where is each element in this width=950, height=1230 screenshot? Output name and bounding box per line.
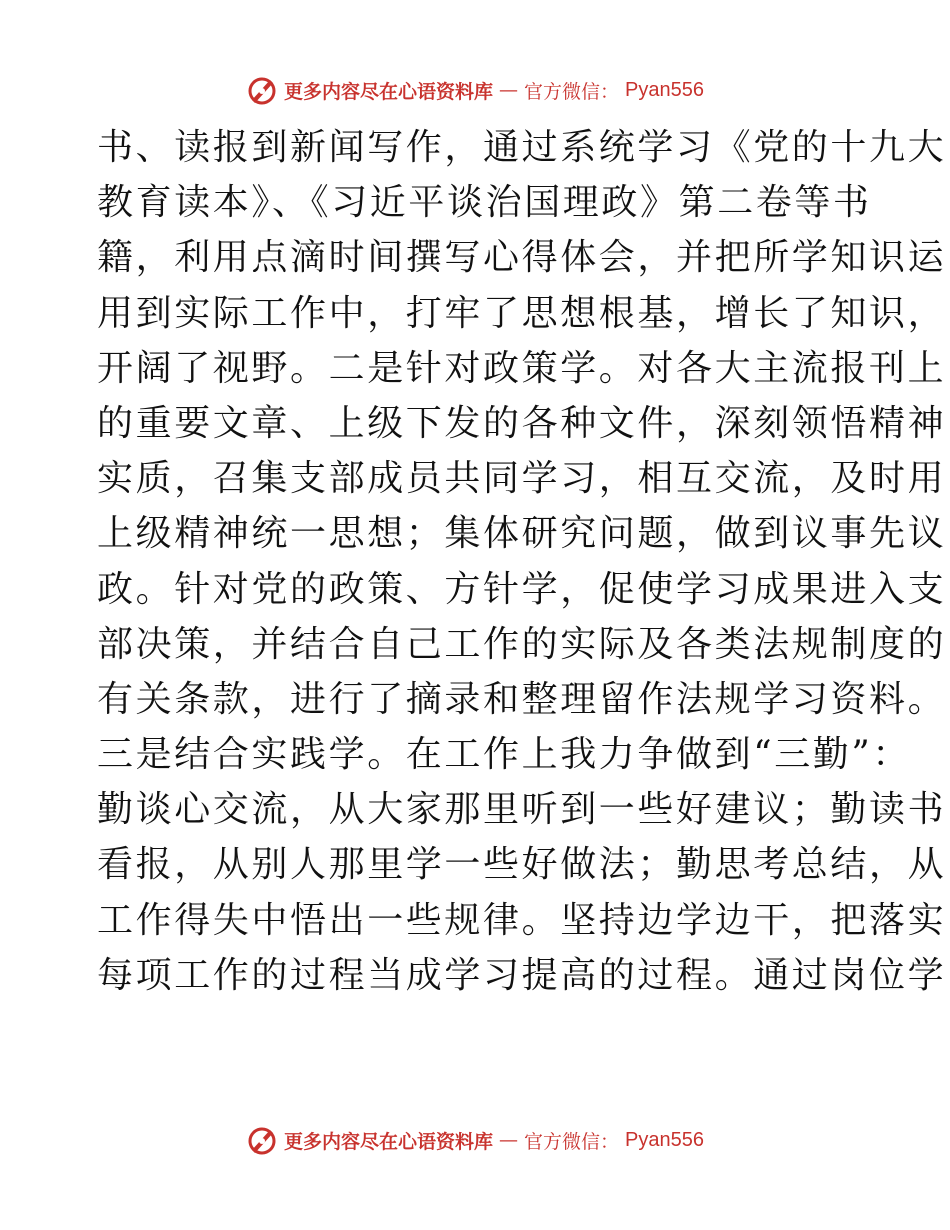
text-line: 有关条款，进行了摘录和整理留作法规学习资料。 (97, 678, 947, 720)
footer-banner-wechat-id: Pyan556 (625, 1128, 704, 1151)
text-line: 实质，召集支部成员共同学习，相互交流，及时用 (97, 458, 947, 500)
pen-circle-logo-icon (246, 1124, 278, 1156)
text-line: 的重要文章、上级下发的各种文件，深刻领悟精神 (97, 402, 947, 444)
text-line: 上级精神统一思想；集体研究问题，做到议事先议 (97, 513, 947, 555)
header-banner-wechat-id: Pyan556 (625, 78, 704, 101)
footer-banner-official-label: 官方微信： (524, 1130, 620, 1153)
text-line: 勤谈心交流，从大家那里听到一些好建议；勤读书 (97, 789, 947, 831)
text-line: 政。针对党的政策、方针学，促使学习成果进入支 (97, 568, 947, 610)
footer-banner-content (246, 1124, 704, 1156)
text-line: 教育读本》、《习近平谈治国理政》第二卷等书 (97, 182, 872, 224)
footer-banner-dash: — (499, 1129, 519, 1151)
header-banner (0, 70, 950, 110)
text-line: 每项工作的过程当成学习提高的过程。通过岗位学 (97, 954, 947, 996)
header-banner-dash: — (499, 79, 519, 101)
text-line: 三是结合实践学。在工作上我力争做到“三勤”： (97, 734, 912, 776)
text-line: 看报，从别人那里学一些好做法；勤思考总结，从 (97, 844, 947, 886)
text-line: 工作得失中悟出一些规律。坚持边学边干，把落实 (97, 899, 947, 941)
header-banner-official-label: 官方微信： (524, 80, 620, 103)
body-text (97, 120, 947, 1003)
text-line: 书、读报到新闻写作，通过系统学习《党的十九大 (97, 127, 947, 168)
header-banner-main-text: 更多内容尽在心语资料库 (284, 80, 494, 103)
text-line: 开阔了视野。二是针对政策学。对各大主流报刊上 (97, 347, 947, 389)
pen-circle-logo-icon (246, 74, 278, 106)
header-banner-content (246, 74, 704, 106)
text-line: 籍，利用点滴时间撰写心得体会，并把所学知识运 (97, 237, 947, 279)
footer-banner-main-text: 更多内容尽在心语资料库 (284, 1130, 494, 1153)
text-line: 部决策，并结合自己工作的实际及各类法规制度的 (97, 623, 947, 665)
footer-banner (0, 1120, 950, 1160)
text-line: 用到实际工作中，打牢了思想根基，增长了知识， (97, 292, 947, 334)
